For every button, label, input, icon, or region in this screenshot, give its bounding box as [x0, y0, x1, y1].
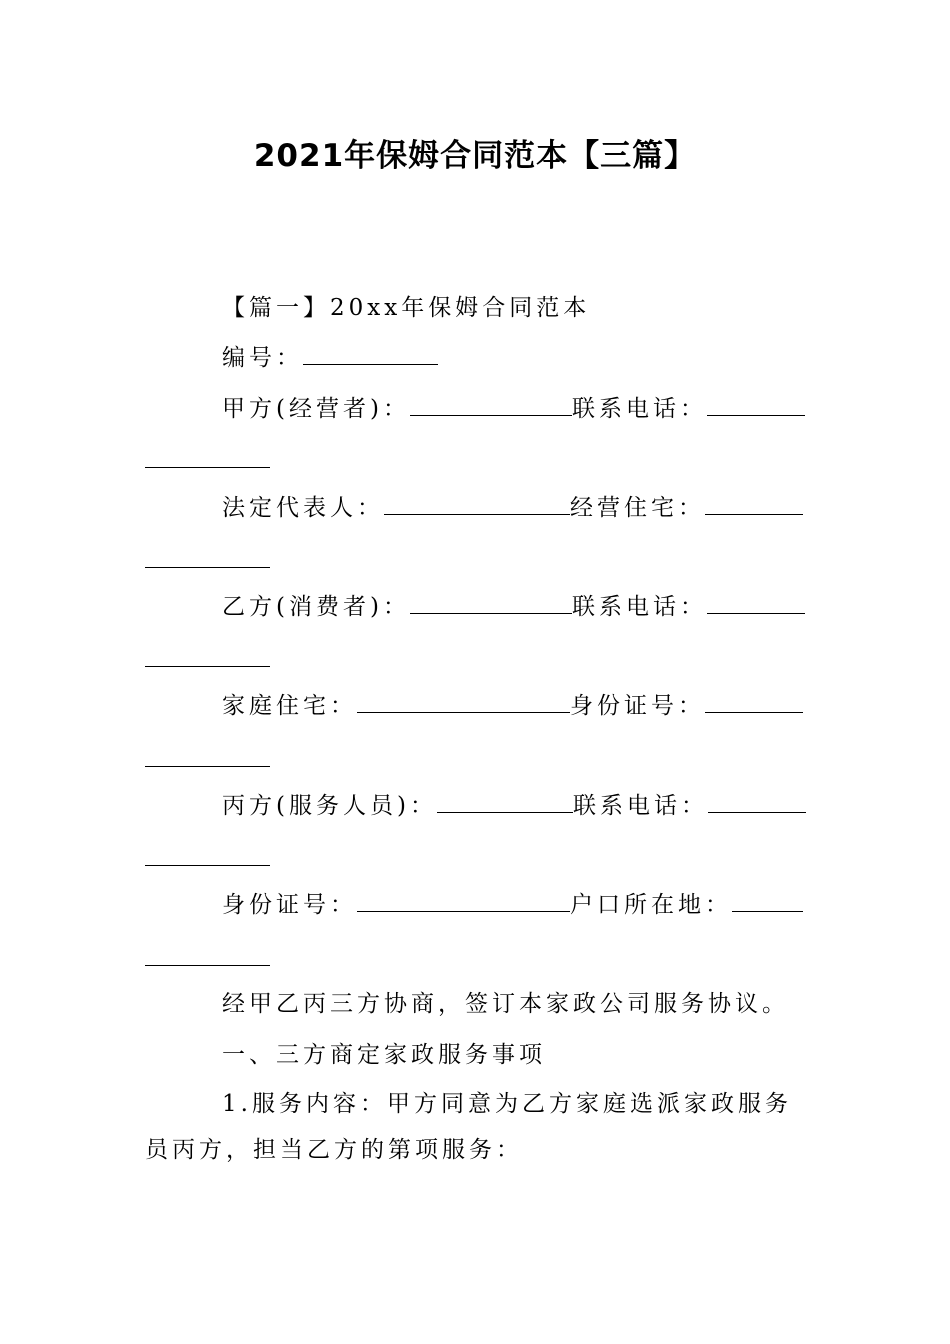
section-one-heading: 一、三方商定家政服务事项: [222, 1042, 546, 1068]
contact-phone-blank-2-cont[interactable]: [145, 665, 270, 667]
party-b-blank[interactable]: [410, 591, 572, 614]
home-address-blank[interactable]: [357, 690, 570, 713]
business-address-blank-cont[interactable]: [145, 566, 270, 568]
household-label: 户口所在地：: [570, 892, 732, 918]
party-c-label: 丙方(服务人员)：: [222, 793, 437, 819]
serial-row: [222, 342, 438, 373]
legal-rep-row: [222, 492, 803, 523]
id-number-blank-1[interactable]: [705, 690, 803, 713]
party-a-row: [222, 393, 805, 424]
serial-label: 编号：: [222, 345, 303, 371]
business-address-label: 经营住宅：: [570, 495, 705, 521]
document-title: 2021年保姆合同范本【三篇】: [253, 138, 697, 174]
business-address-blank[interactable]: [705, 492, 803, 515]
contact-phone-label-1: 联系电话：: [571, 396, 707, 422]
household-blank-cont[interactable]: [145, 964, 270, 966]
serial-blank[interactable]: [303, 342, 438, 365]
home-address-row: [222, 690, 803, 721]
contact-phone-blank-2[interactable]: [707, 591, 805, 614]
id-number-label-2: 身份证号：: [222, 892, 357, 918]
contact-phone-blank-1[interactable]: [707, 393, 805, 416]
party-b-row: [222, 591, 805, 622]
contact-phone-blank-1-cont[interactable]: [145, 466, 270, 468]
party-a-label: 甲方(经营者)：: [222, 396, 410, 422]
home-address-label: 家庭住宅：: [222, 693, 357, 719]
legal-rep-blank[interactable]: [384, 492, 570, 515]
id-number-label-1: 身份证号：: [570, 693, 705, 719]
party-b-label: 乙方(消费者)：: [222, 594, 410, 620]
agreement-paragraph: 经甲乙丙三方协商，签订本家政公司服务协议。: [222, 991, 789, 1017]
id-number-blank-1-cont[interactable]: [145, 765, 270, 767]
contact-phone-label-3: 联系电话：: [572, 793, 708, 819]
party-a-blank[interactable]: [410, 393, 572, 416]
party-c-row: [222, 790, 806, 821]
legal-rep-label: 法定代表人：: [222, 495, 384, 521]
household-blank[interactable]: [732, 889, 803, 912]
contact-phone-blank-3[interactable]: [708, 790, 806, 813]
id-household-row: [222, 889, 803, 920]
item-one-paragraph: 1.服务内容：甲方同意为乙方家庭选派家政服务员丙方，担当乙方的第项服务：: [145, 1091, 792, 1163]
party-c-blank[interactable]: [437, 790, 573, 813]
section-heading: 【篇一】20xx年保姆合同范本: [222, 295, 591, 321]
id-number-blank-2[interactable]: [357, 889, 570, 912]
contact-phone-blank-3-cont[interactable]: [145, 864, 270, 866]
contact-phone-label-2: 联系电话：: [571, 594, 707, 620]
